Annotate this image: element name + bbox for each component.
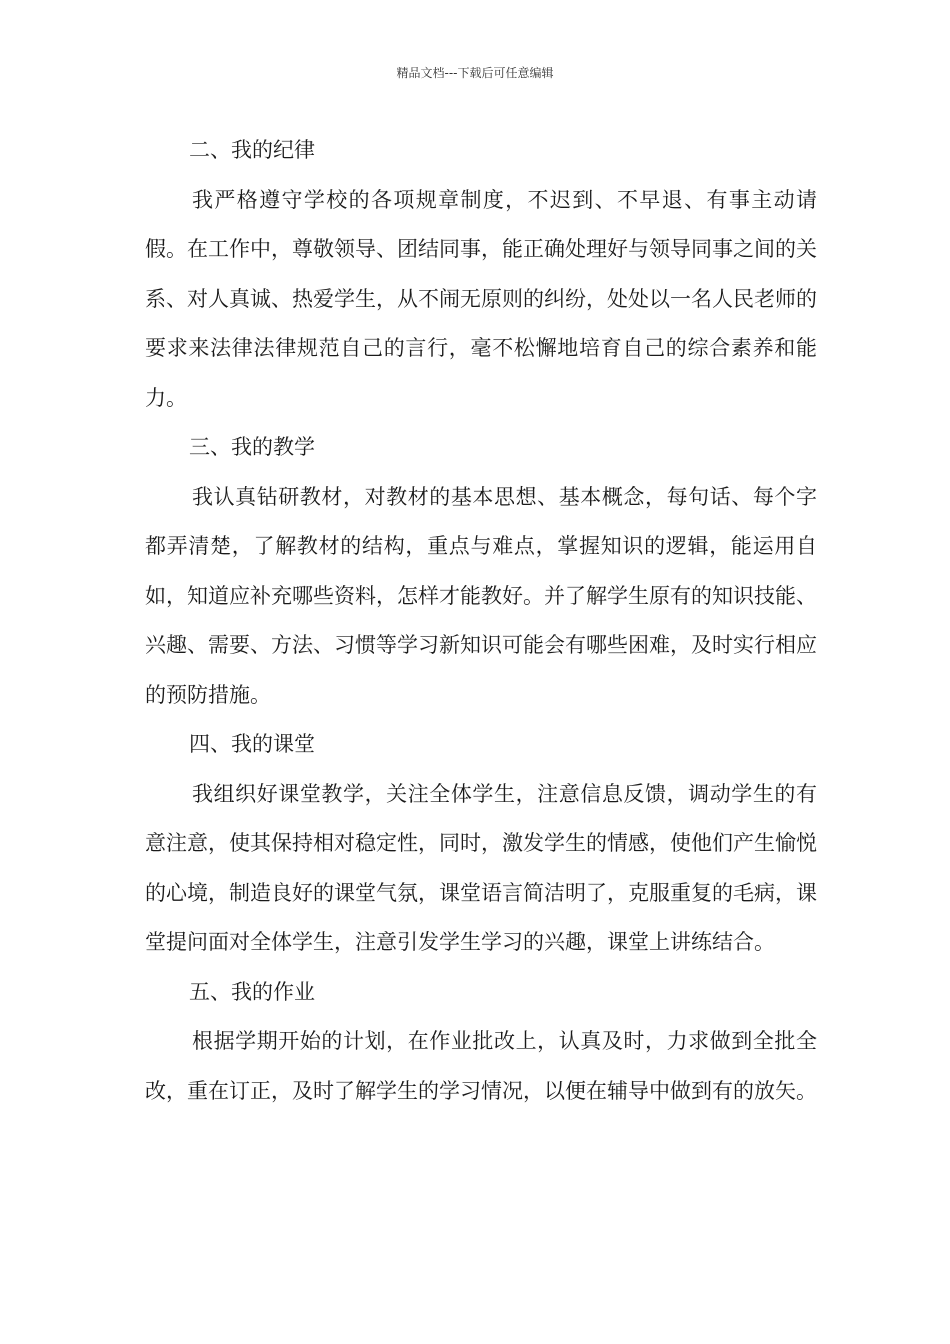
section-paragraph-teaching: 我认真钻研教材，对教材的基本思想、基本概念，每句话、每个字都弄清楚，了解教材的结构，重点与难点，掌握知识的逻辑，能运用自如，知道应补充哪些资料，怎样才能教好。并了解学生原有的知识技能、兴趣、需要、方法、习惯等学习新知识可能会有哪些困难，及时实行相应的预防措施。 xyxy=(145,484,817,707)
section-heading-discipline: 二、我的纪律 xyxy=(189,138,315,162)
section-paragraph-classroom: 我组织好课堂教学，关注全体学生，注意信息反馈，调动学生的有意注意，使其保持相对稳定性，同时，激发学生的情感，使他们产生愉悦的心境，制造良好的课堂气氛，课堂语言简洁明了，克服重复的毛病，课堂提问面对全体学生，注意引发学生学习的兴趣，课堂上讲练结合。 xyxy=(145,781,817,954)
section-paragraph-discipline: 我严格遵守学校的各项规章制度，不迟到、不早退、有事主动请假。在工作中，尊敬领导、团结同事，能正确处理好与领导同事之间的关系、对人真诚、热爱学生，从不闹无原则的纠纷，处处以一名人民老师的要求来法律法律规范自己的言行，毫不松懈地培育自己的综合素养和能力。 xyxy=(145,187,817,410)
section-heading-homework: 五、我的作业 xyxy=(189,979,315,1004)
section-paragraph-homework: 根据学期开始的计划，在作业批改上，认真及时，力求做到全批全改，重在订正，及时了解学生的学习情况，以便在辅导中做到有的放矢。 xyxy=(145,1029,817,1103)
page-header: 精品文档---下载后可任意编辑 xyxy=(396,66,554,80)
section-heading-teaching: 三、我的教学 xyxy=(189,435,315,459)
section-heading-classroom: 四、我的课堂 xyxy=(189,732,315,756)
document-body xyxy=(145,126,817,1116)
